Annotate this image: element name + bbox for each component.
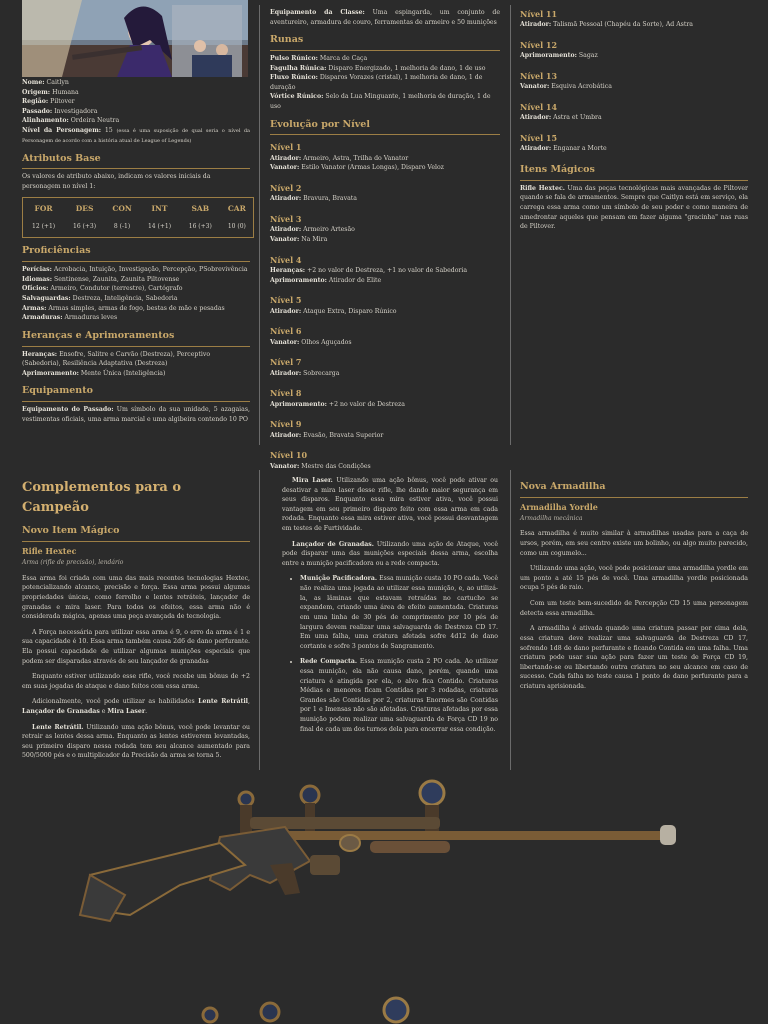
rune-row: Pulso Rúnico: Marca de Caça <box>270 54 368 62</box>
proficiency-row: Armas: Armas simples, armas de fogo, bestas de mão e pesadas <box>22 304 225 312</box>
character-fields <box>22 78 250 146</box>
proficiency-row: Idiomas: Sentinense, Zaunita, Zaunita Piltovense <box>22 275 180 283</box>
attr-header: CON <box>112 204 132 214</box>
column-divider <box>259 470 260 770</box>
level-entry <box>270 356 500 378</box>
column-right-bottom <box>520 474 748 698</box>
level-entry <box>520 39 748 61</box>
paragraph: Utilizando uma ação, você pode posicionar uma armadilha yordle em um ponto a até 15 pés de você. Uma armadilha yordle posicionada ocupa 5 pés de raio. <box>520 565 748 592</box>
level-entry <box>270 182 500 204</box>
paragraph: Enquanto estiver utilizando esse rifle, você recebe um bônus de +2 em suas jogadas de ataque e dano feitos com essa arma. <box>22 673 250 690</box>
level-title: Nível 12 <box>520 40 558 50</box>
proficiency-row: Ofícios: Armeiro, Condutor (terrestre), Cartógrafo <box>22 285 183 293</box>
level-line: Atirador: Evasão, Bravata Superior <box>270 431 384 439</box>
ammo-list <box>282 574 498 734</box>
section-title-evolution: Evolução por Nível <box>270 118 500 136</box>
field-row: Região: Piltover <box>22 98 75 106</box>
attr-value: 8 (-1) <box>113 223 131 231</box>
level-entry <box>270 254 500 286</box>
list-item: • Rede Compacta. Essa munição custa 2 PO cada. Ao utilizar essa munição, ela não causa dano, porém, quando uma criatura é atingida por ela, o alvo fica Contido. Criaturas Médias e menores ficam Contidas por 3 rodadas, criaturas Grandes são Contidas por 2, criaturas Enormes são Contidas por 1 e Imensas não são afetadas. Criaturas afetadas por essa munição podem realizar uma salvaguarda de Força CD 19 no final de cada um dos turnos dela para encerrar essa condição. <box>300 657 498 734</box>
field-row: Nome: Caitlyn <box>22 79 69 86</box>
level-entry <box>520 132 748 154</box>
paragraph: A armadilha é ativada quando uma criatura passar por cima dela, essa criatura deve realizar uma salvaguarda de Destreza CD 17, sofrendo 1d8 de dano perfurante e ficando Contida em uma falha. Uma criatura pode usar sua ação para fazer um teste de Força CD 19, libertando-se ou libertando outra criatura no seu alcance em caso de sucesso. Cada falha no teste causa 1 ponto de dano perfurante para a criatura aprisionada. <box>520 625 748 690</box>
character-portrait <box>22 0 248 77</box>
level-line: Aprimoramento: Sagaz <box>520 52 598 60</box>
level-title: Nível 6 <box>270 326 302 337</box>
rune-row: Fagulha Rúnica: Disparo Energizado, 1 melhoria de dano, 1 de uso <box>270 64 486 72</box>
paragraph: Lente Retrátil. Utilizando uma ação bônus, você pode levantar ou retrair as lentes dessa arma. Enquanto as lentes estiverem levantadas, seu primeiro disparo nessa rodada tem seu alcance aumentado para 500/5000 pés e o multiplicador da Precisão da arma se torna 5. <box>22 723 251 760</box>
level-title: Nível 9 <box>270 419 302 430</box>
level-line: Atirador: Talismã Pessoal (Chapéu da Sorte), Ad Astra <box>520 21 693 29</box>
attr-header: SAB <box>191 204 210 214</box>
level-title: Nível 13 <box>520 71 558 81</box>
attr-header: DES <box>75 204 94 214</box>
proficiency-row: Perícias: Acrobacia, Intuição, Investigação, Percepção, PSobrevivência <box>22 266 248 274</box>
level-entry <box>520 70 748 92</box>
heritage-row: Aprimoramento: Mente Única (Inteligência) <box>22 369 166 377</box>
column-left-bottom <box>22 478 250 767</box>
level-row: Nível da Personagem: 15 (essa é uma suposição de qual seria o nível da Personagem de acordo com a história atual de League of Legends) <box>22 127 250 144</box>
rifle-scope-lens <box>239 781 444 806</box>
proficiency-row: Salvaguardas: Destreza, Inteligência, Sabedoria <box>22 294 178 302</box>
section-title-equipment: Equipamento <box>22 384 250 402</box>
paragraph: Mira Laser. Utilizando uma ação bônus, você pode ativar ou desativar a mira laser desse rifle, lhe dando maior segurança em seus disparos. Enquanto essa mira estiver ativa, você possui vantagem em seu primeiro disparo feito com essa arma em cada rodada. Enquanto essa mira estiver ativa, você possui desvantagem em testes de Furtividade. <box>282 477 498 533</box>
level-line: Vanator: Esquiva Acrobática <box>520 83 612 91</box>
paragraph: A Força necessária para utilizar essa arma é 9, o erro da arma é 1 e sua capacidade é 10. Essa arma também causa 2d6 de dano perfurante. Ela possui capacidade de utilizar algumas munições especiais que podem ser disparadas através de seu lançador de granadas <box>22 628 250 665</box>
attr-value: 16 (+3) <box>188 223 212 231</box>
level-line: Vanator: Olhos Aguçados <box>270 338 352 346</box>
level-entry <box>520 8 748 30</box>
section-title-runes: Runas <box>270 33 500 51</box>
level-line: Atirador: Enganar a Morte <box>520 145 607 153</box>
level-entry <box>270 213 500 245</box>
level-line: Atirador: Astra et Umbra <box>520 114 602 122</box>
level-line: Aprimoramento: Atirador de Elite <box>270 276 382 284</box>
level-title: Nível 10 <box>270 450 308 461</box>
section-title-trap: Nova Armadilha <box>520 480 748 498</box>
magic-item-desc: Rifle Hextec. Uma das peças tecnológicas mais avançadas de Piltover quando se fala de armamentos. Sempre que Caitlyn está em serviço, ela carrega essa arma como um símbolo de seu poder e como maneira de amedrontar aqueles que pensam em fazer alguma "gracinha" nas ruas de Piltover. <box>520 184 749 231</box>
level-line: Vanator: Mestre das Condições <box>270 462 371 470</box>
level-entry <box>520 101 748 123</box>
item-name: Rifle Hextec <box>22 546 77 556</box>
attr-header: CAR <box>227 204 246 214</box>
section-title-magic-items: Itens Mágicos <box>520 163 748 181</box>
equipment-class: Equipamento da Classe: Uma espingarda, um conjunto de aventureiro, armadura de couro, ferramentas de armeiro e 50 munições <box>270 9 501 26</box>
column-divider <box>510 470 511 770</box>
level-line: Atirador: Bravura, Bravata <box>270 195 357 203</box>
attr-value: 16 (+3) <box>73 223 97 231</box>
field-row: Alinhamento: Ordeira Neutra <box>22 117 120 125</box>
rune-row: Fluxo Rúnico: Disparos Vorazes (cristal), 1 melhoria de dano, 1 de duração <box>270 74 483 91</box>
levels-list-right <box>520 8 748 154</box>
level-title: Nível 11 <box>520 9 558 19</box>
level-title: Nível 4 <box>270 254 302 265</box>
rune-row: Vórtice Rúnico: Selo da Lua Minguante, 1 melhoria de duração, 1 de uso <box>270 93 491 110</box>
level-line: Vanator: Estilo Vanator (Armas Longas), Disparo Veloz <box>270 164 444 172</box>
level-entry <box>270 294 500 316</box>
list-item: • Munição Pacificadora. Essa munição custa 10 PO cada. Você não realiza uma jogada ao utilizar essa munição, e, ao utilizá-la, as lâminas que estavam retraídas no cartucho se expandem, criando uma área de efeito aumentada. Criaturas em uma linha de 30 pés de comprimento por 10 pés de largura devem realizar uma salvaguarda de Destreza CD 17. Em uma falha, uma criatura afetada sofre 4d12 de dano cortante e sofre 3 pontos de Sangramento. <box>300 574 498 651</box>
level-line: Atirador: Armeiro, Astra, Trilha do Vanator <box>270 154 409 162</box>
level-line: Heranças: +2 no valor de Destreza, +1 no valor de Sabedoria <box>270 266 468 274</box>
level-title: Nível 3 <box>270 213 302 224</box>
level-line: Vanator: Na Mira <box>270 235 328 243</box>
field-row: Passado: Investigadora <box>22 107 98 115</box>
level-title: Nível 14 <box>520 102 558 112</box>
paragraph: Adicionalmente, você pode utilizar as habilidades Lente Retrátil, Lançador de Granadas e Mira Laser. <box>22 698 251 715</box>
hextec-rifle-illustration <box>70 765 690 1024</box>
section-title-attributes: Atributos Base <box>22 152 250 170</box>
paragraph: Essa arma foi criada com uma das mais recentes tecnologias Hextec, potencializando alcance, precisão e força. Essa arma possui algumas propriedades únicas, como ferrolho e lentes retráteis, lançador de granadas e mira laser. Para todos os efeitos, essa arma não é considerada mágica, apenas uma peça avançada de tecnologia. <box>22 574 250 621</box>
attr-header: FOR <box>34 204 53 214</box>
attr-value: 14 (+1) <box>147 223 172 231</box>
attributes-table <box>22 197 254 238</box>
levels-list-left <box>270 141 500 471</box>
level-line: Atirador: Armeiro Artesão <box>270 226 355 234</box>
attr-header: INT <box>151 204 168 214</box>
level-title: Nível 1 <box>270 142 302 153</box>
section-title-proficiencies: Proficiências <box>22 244 250 262</box>
field-row: Origem: Humana <box>22 88 79 96</box>
level-line: Aprimoramento: +2 no valor de Destreza <box>270 400 405 408</box>
column-divider <box>510 5 511 445</box>
column-left-top <box>22 78 250 424</box>
level-title: Nível 5 <box>270 295 302 306</box>
paragraph: Essa armadilha é muito similar à armadilhas usadas para a caça de ursos, porém, em seu centro existe um bolinho, ou algo muito parecido, como um cogumelo... <box>520 530 748 557</box>
level-entry <box>270 387 500 409</box>
level-entry <box>270 449 500 471</box>
level-title: Nível 8 <box>270 388 302 399</box>
column-middle-bottom <box>282 476 498 740</box>
level-line: Atirador: Sobrecarga <box>270 369 340 377</box>
level-title: Nível 7 <box>270 357 302 368</box>
heritage-row: Heranças: Ensofre, Salitre e Carvão (Destreza), Perceptivo (Sabedoria), Resiliência Adaptativa (Destreza) <box>22 350 211 368</box>
attributes-intro: Os valores de atributo abaixo, indicam os valores iniciais da personagem no nível 1: <box>22 173 211 190</box>
level-title: Nível 15 <box>520 133 558 143</box>
trap-name: Armadilha Yordle <box>520 501 598 512</box>
complements-title: Complementos para o Campeão <box>22 480 182 516</box>
section-title-new-item: Novo Item Mágico <box>22 524 250 542</box>
attr-value: 10 (0) <box>227 223 246 231</box>
level-line: Atirador: Ataque Extra, Disparo Rúnico <box>270 307 397 315</box>
level-entry <box>270 325 500 347</box>
level-entry <box>270 418 500 440</box>
paragraph: Lançador de Granadas. Utilizando uma ação de Ataque, você pode disparar uma das munições especiais dessa arma, escolha entre a munição pacificadora ou a rede compacta. <box>282 540 498 567</box>
trap-subtitle: Armadilha mecânica <box>520 515 583 523</box>
column-divider <box>259 5 260 445</box>
level-title: Nível 2 <box>270 182 302 193</box>
attr-value: 12 (+1) <box>32 223 56 231</box>
level-entry <box>270 141 500 173</box>
paragraph: Com um teste bem-sucedido de Percepção CD 15 uma personagem detecta essa armadilha. <box>520 600 748 617</box>
proficiency-row: Armaduras: Armaduras leves <box>22 314 118 322</box>
item-subtitle: Arma (rifle de precisão), lendário <box>22 559 124 567</box>
equipment-past: Equipamento do Passado: Um símbolo da sua unidade, 5 azagaias, vestimentas oficiais, uma arma marcial e uma algibeira contendo 10 PO <box>22 406 250 423</box>
section-title-heritage: Heranças e Aprimoramentos <box>22 329 250 347</box>
column-middle-top <box>270 8 500 480</box>
column-right-top <box>520 8 748 238</box>
